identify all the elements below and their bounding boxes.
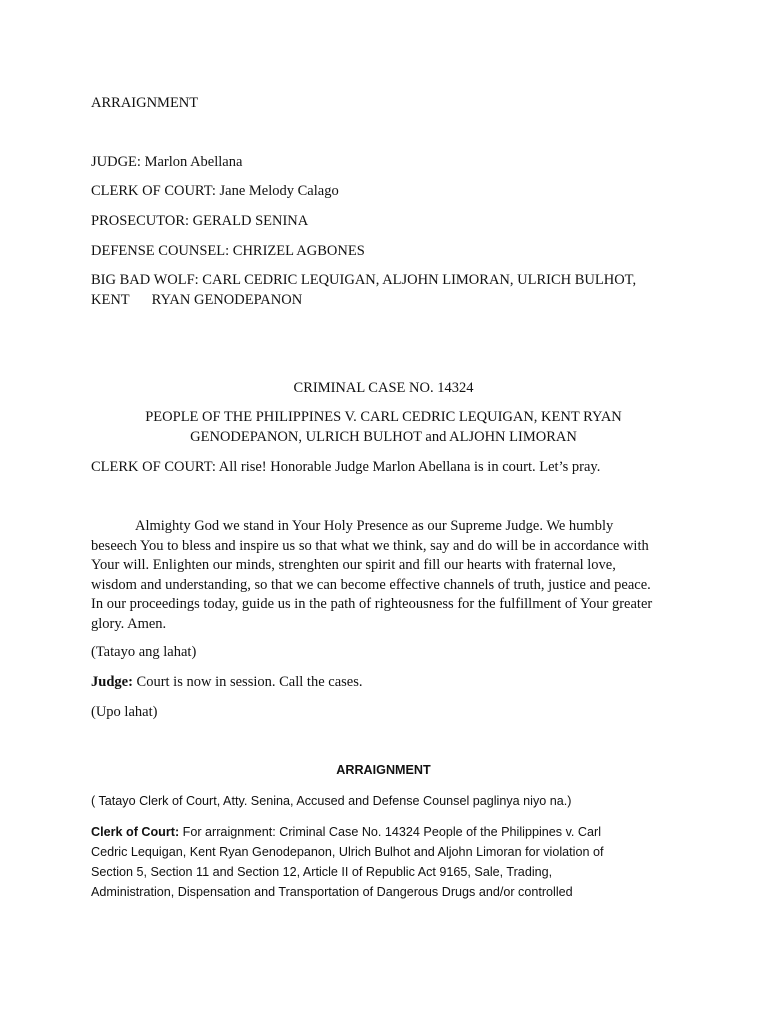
- document-title: ARRAIGNMENT: [91, 95, 199, 111]
- cast-clerk: CLERK OF COURT: Jane Melody Calago: [91, 183, 339, 199]
- prayer-line: glory. Amen.: [91, 615, 167, 632]
- stage-direction-stand: (Tatayo ang lahat): [91, 644, 197, 660]
- prayer-paragraph: [91, 517, 681, 634]
- clerk-all-rise: CLERK OF COURT: All rise! Honorable Judge Marlon Abellana is in court. Let’s pray.: [91, 459, 601, 475]
- cast-wolf-line1: BIG BAD WOLF: CARL CEDRIC LEQUIGAN, ALJOHN LIMORAN, ULRICH BULHOT,: [91, 272, 637, 288]
- prayer-line: wisdom and understanding, so that we can become effective channels of truth, justice and peace.: [91, 576, 651, 593]
- clerk-line: Section 5, Section 11 and Section 12, Article II of Republic Act 9165, Sale, Trading,: [91, 865, 553, 879]
- arraignment-heading: ARRAIGNMENT: [336, 763, 431, 777]
- stage-direction-sit: (Upo lahat): [91, 704, 158, 720]
- cast-judge: JUDGE: Marlon Abellana: [91, 154, 243, 170]
- clerk-line: Administration, Dispensation and Transportation of Dangerous Drugs and/or controlled: [91, 885, 573, 899]
- cast-wolf-line2: [91, 291, 691, 311]
- cast-wolf-ryan: RYAN GENODEPANON: [151, 292, 303, 308]
- judge-text: Court is now in session. Call the cases.: [132, 674, 363, 690]
- prayer-line: Your will. Enlighten our minds, strenghten our spirit and fill our hearts with fraternal love,: [91, 557, 616, 573]
- cast-wolf-kent: KENT: [91, 292, 130, 308]
- arraignment-direction: ( Tatayo Clerk of Court, Atty. Senina, Accused and Defense Counsel paglinya niyo na.): [91, 794, 572, 808]
- case-parties-line2: GENODEPANON, ULRICH BULHOT and ALJOHN LIMORAN: [190, 429, 577, 445]
- judge-line: [91, 673, 691, 693]
- clerk-line: Cedric Lequigan, Kent Ryan Genodepanon, Ulrich Bulhot and Aljohn Limoran for violation of: [91, 845, 604, 859]
- cast-prosecutor: PROSECUTOR: GERALD SENINA: [91, 213, 309, 229]
- case-parties-line1: PEOPLE OF THE PHILIPPINES V. CARL CEDRIC LEQUIGAN, KENT RYAN: [145, 409, 622, 425]
- clerk-arraignment-paragraph: [91, 822, 681, 902]
- clerk-line: For arraignment: Criminal Case No. 14324 People of the Philippines v. Carl: [179, 825, 602, 839]
- prayer-line: In our proceedings today, guide us in the path of righteousness for the fulfillment of Your greater: [91, 596, 653, 612]
- cast-defense: DEFENSE COUNSEL: CHRIZEL AGBONES: [91, 243, 365, 259]
- judge-label: Judge:: [91, 674, 133, 690]
- prayer-line: beseech You to bless and inspire us so that what we think, say and do will be in accordance with: [91, 537, 649, 554]
- clerk-label: Clerk of Court:: [91, 825, 180, 839]
- case-number: CRIMINAL CASE NO. 14324: [293, 380, 474, 396]
- prayer-line: Almighty God we stand in Your Holy Presence as our Supreme Judge. We humbly: [135, 518, 614, 534]
